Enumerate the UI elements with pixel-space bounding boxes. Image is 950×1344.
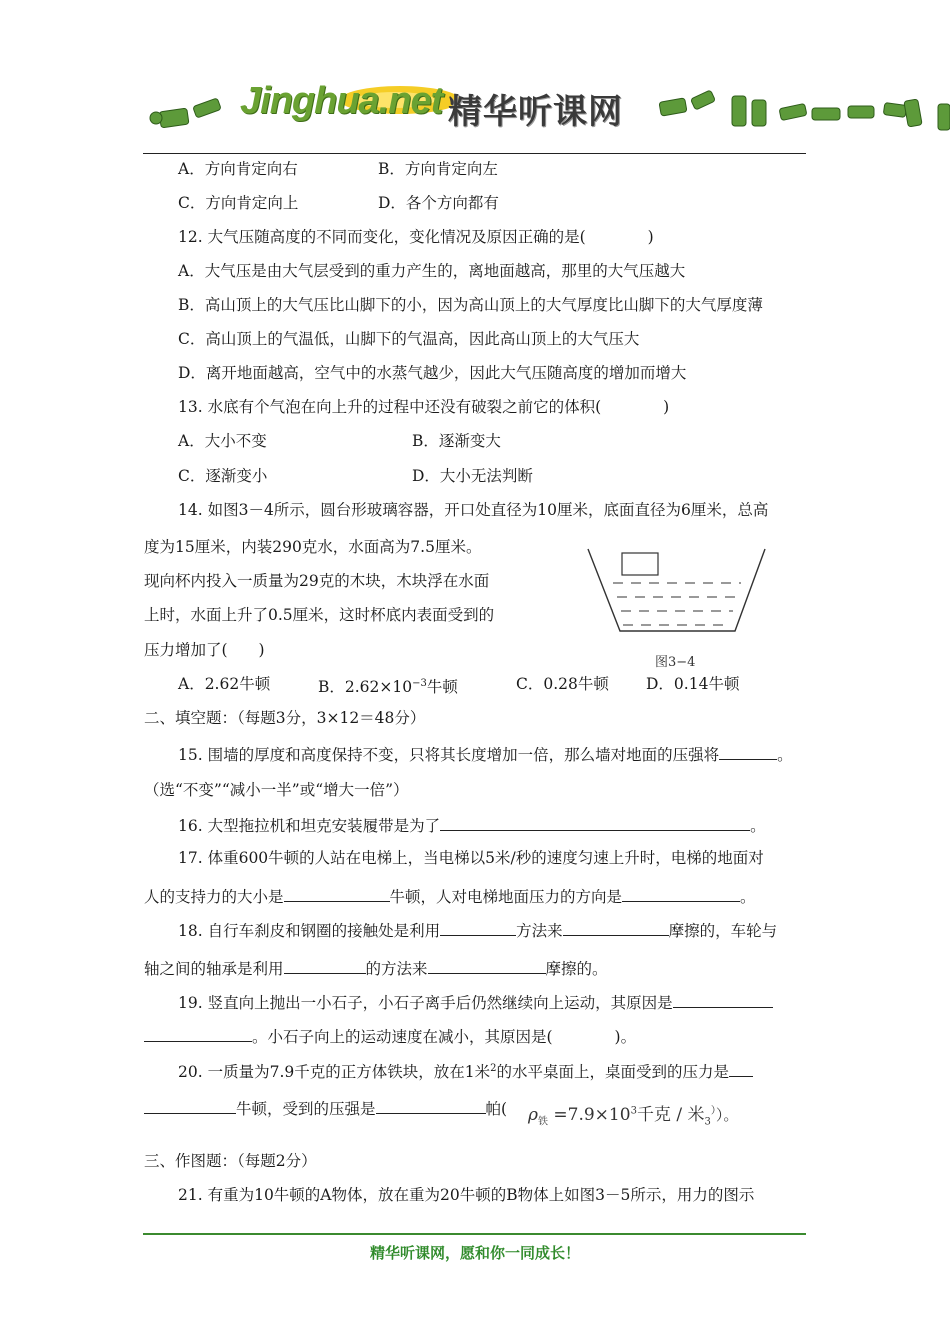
q19-blank-1b[interactable] <box>144 1025 252 1042</box>
q12-option-b: B．高山顶上的大气压比山脚下的小，因为高山顶上的大气厚度比山脚下的大气厚度薄 <box>178 296 763 314</box>
q21-stem: 21. 有重为10牛顿的A物体，放在重为20牛顿的B物体上如图3－5所示，用力的图示 <box>178 1186 755 1204</box>
q13-option-a: A．大小不变 <box>178 432 267 450</box>
header-divider <box>143 153 806 154</box>
q12-option-a: A．大气压是由大气层受到的重力产生的，离地面越高，那里的大气压越大 <box>178 262 686 280</box>
q17-stem-1: 17. 体重600牛顿的人站在电梯上，当电梯以5米/秒的速度匀速上升时，电梯的地面对 <box>178 849 764 867</box>
q19-blank-1a[interactable] <box>673 991 773 1008</box>
q14-option-c: C．0.28牛顿 <box>516 675 609 693</box>
q20-stem-1: 20. 一质量为7.9千克的正方体铁块，放在1米$^2$的水平桌面上，桌面受到的压力是 <box>178 1059 753 1082</box>
logo-chinese-text: 精华听课网 <box>448 92 623 132</box>
q13-stem: 13. 水底有个气泡在向上升的过程中还没有破裂之前它的体积( ) <box>178 398 670 416</box>
q14-stem-5: 压力增加了( ) <box>144 641 265 659</box>
q13-option-c: C．逐渐变小 <box>178 467 268 485</box>
q18-blank-3[interactable] <box>284 957 366 974</box>
bamboo-decoration-right-icon <box>659 90 950 130</box>
q17-blank-1[interactable] <box>284 885 390 902</box>
q13-option-b: B．逐渐变大 <box>412 432 501 450</box>
q12-option-d: D．离开地面越高，空气中的水蒸气越少，因此大气压随高度的增加而增大 <box>178 364 687 382</box>
q17-stem-2: 人的支持力的大小是 牛顿，人对电梯地面压力的方向是 。 <box>144 885 756 907</box>
q14-stem-1: 14. 如图3－4所示，圆台形玻璃容器，开口处直径为10厘米，底面直径为6厘米，总高 <box>178 501 769 519</box>
q18-blank-1[interactable] <box>440 919 516 936</box>
q11-option-c: C．方向肯定向上 <box>178 194 299 212</box>
q18-blank-2[interactable] <box>563 919 669 936</box>
figure-3-4-container-diagram <box>585 545 775 645</box>
q20-blank-1a[interactable] <box>729 1060 753 1077</box>
q18-blank-4[interactable] <box>428 957 546 974</box>
q20-stem-2: 牛顿，受到的压强是 帕( <box>144 1097 507 1119</box>
q17-blank-2[interactable] <box>622 885 740 902</box>
q15-answer-blank[interactable] <box>719 743 777 760</box>
q15-stem: 15. 围墙的厚度和高度保持不变，只将其长度增加一倍，那么墙对地面的压强将 。 <box>178 743 793 765</box>
q16-stem: 16. 大型拖拉机和坦克安装履带是为了 。 <box>178 814 766 836</box>
q14-option-a: A．2.62牛顿 <box>178 675 271 693</box>
footer-divider <box>143 1233 806 1235</box>
q18-stem-1: 18. 自行车刹皮和钢圈的接触处是利用 方法来 摩擦的，车轮与 <box>178 919 777 941</box>
footer-slogan: 精华听课网，愿和你一同成长！ <box>369 1244 580 1262</box>
figure-3-4-caption: 图3−4 <box>655 655 696 670</box>
q12-stem: 12. 大气压随高度的不同而变化，变化情况及原因正确的是( ) <box>178 228 654 246</box>
q14-stem-2: 度为15厘米，内装290克水，水面高为7.5厘米。 <box>144 538 482 556</box>
q20-blank-1b[interactable] <box>144 1097 236 1114</box>
logo-latin-text: Jinghua.net <box>240 80 443 122</box>
q14-option-d: D．0.14牛顿 <box>646 675 740 693</box>
page-header <box>0 60 950 160</box>
q16-answer-blank[interactable] <box>440 814 750 831</box>
q14-stem-3: 现向杯内投入一质量为29克的木块，木块浮在水面 <box>144 572 490 590</box>
q18-stem-2: 轴之间的轴承是利用 的方法来 摩擦的。 <box>144 957 608 979</box>
q11-option-d: D．各个方向都有 <box>378 194 499 212</box>
section-3-heading: 三、作图题：（每题2分） <box>144 1152 317 1170</box>
q14-stem-4: 上时，水面上升了0.5厘米，这时杯底内表面受到的 <box>144 606 495 624</box>
q14-option-b: B．$2.62\times 10^{-3}$牛顿 <box>318 678 458 697</box>
q15-note: （选“不变”“减小一半”或“增大一倍”） <box>144 781 409 799</box>
q11-option-a: A．方向肯定向右 <box>178 160 298 178</box>
q11-option-b: B．方向肯定向左 <box>378 160 498 178</box>
q13-option-d: D．大小无法判断 <box>412 467 533 485</box>
q19-stem-2: 。小石子向上的运动速度在减小，其原因是( )。 <box>144 1025 636 1047</box>
iron-density-formula: $\rho_铁 =7.9\times 10^3$千克 / 米$_3$））。 <box>528 1105 739 1128</box>
q20-blank-2[interactable] <box>376 1097 486 1114</box>
section-2-heading: 二、填空题：（每题3分，3×12＝48分） <box>144 709 426 727</box>
q12-option-c: C．高山顶上的气温低，山脚下的气温高，因此高山顶上的大气压大 <box>178 330 640 348</box>
q19-stem-1: 19. 竖直向上抛出一小石子，小石子离手后仍然继续向上运动，其原因是 <box>178 991 773 1013</box>
